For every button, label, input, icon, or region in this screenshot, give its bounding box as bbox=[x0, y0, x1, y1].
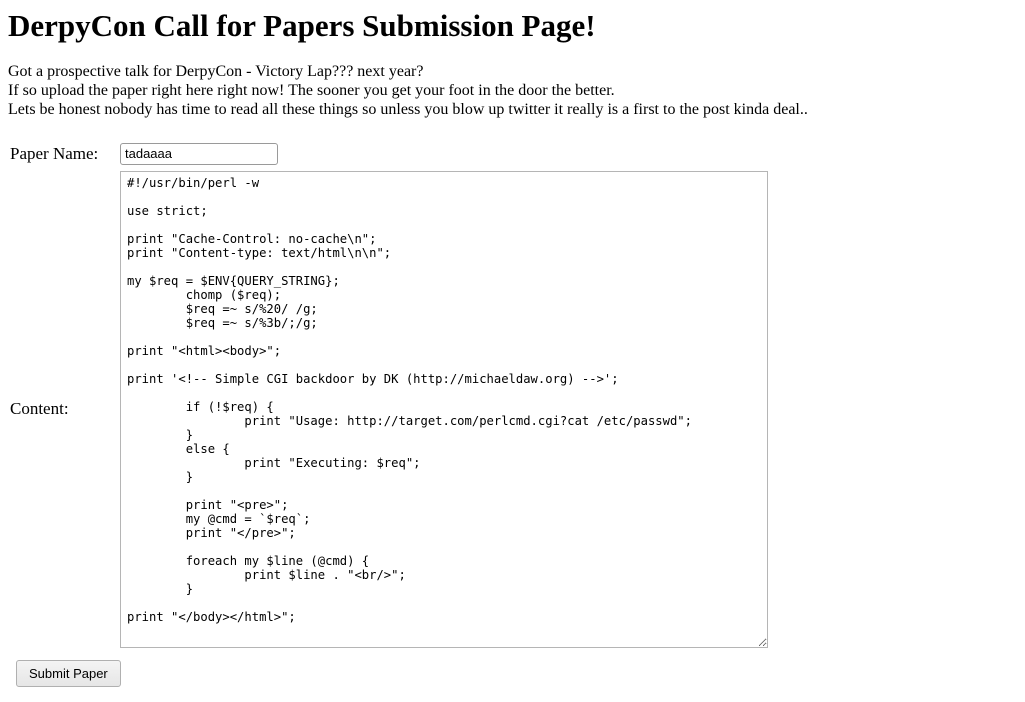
content-textarea[interactable] bbox=[120, 171, 768, 648]
intro-text bbox=[8, 62, 1017, 119]
page-title: DerpyCon Call for Papers Submission Page! bbox=[8, 8, 596, 43]
paper-name-input[interactable] bbox=[120, 143, 278, 165]
content-label: Content: bbox=[10, 399, 69, 419]
paper-name-label: Paper Name: bbox=[10, 143, 99, 163]
submit-paper-button[interactable]: Submit Paper bbox=[16, 660, 121, 687]
intro-line-3: Lets be honest nobody has time to read all these things so unless you blow up twitter it really is a first to the post kinda deal.. bbox=[8, 100, 808, 118]
intro-line-2: If so upload the paper right here right now! The sooner you get your foot in the door the better. bbox=[8, 81, 615, 99]
paper-name-row bbox=[8, 143, 1017, 165]
intro-line-1: Got a prospective talk for DerpyCon - Victory Lap??? next year? bbox=[8, 62, 424, 80]
content-row bbox=[8, 171, 1017, 648]
submit-row bbox=[8, 660, 1017, 687]
paper-submission-form bbox=[8, 143, 1017, 687]
